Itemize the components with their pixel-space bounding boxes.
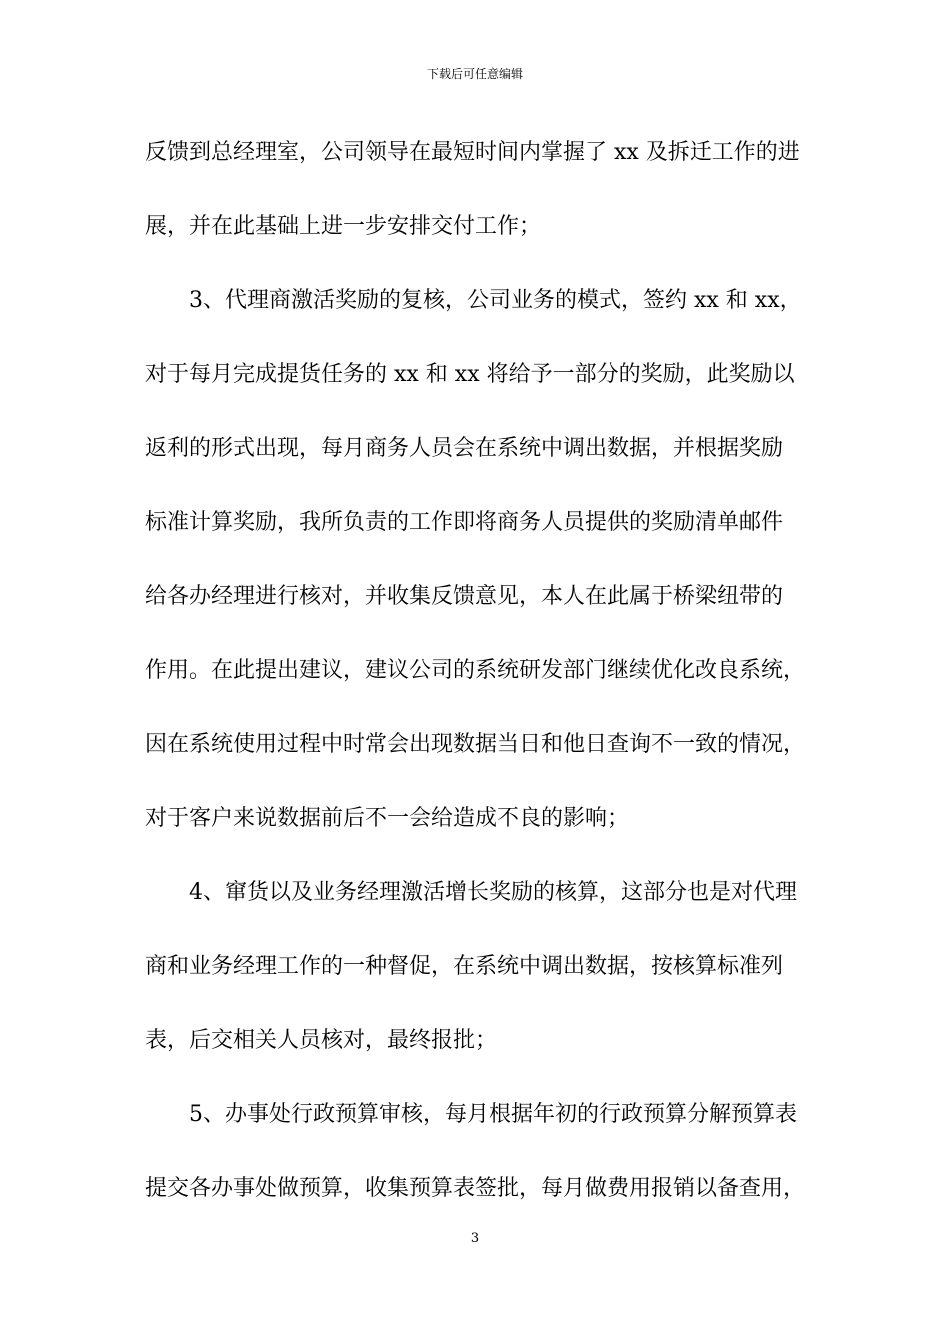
text-line: 对于客户来说数据前后不一会给造成不良的影响； [145, 806, 630, 831]
text-line: 对于每月完成提货任务的 xx 和 xx 将给予一部分的奖励，此奖励以 [145, 362, 795, 387]
text-line: 因在系统使用过程中时常会出现数据当日和他日查询不一致的情况， [145, 732, 806, 757]
page-header: 下载后可任意编辑 [426, 67, 523, 81]
text-line: 表，后交相关人员核对，最终报批； [145, 1028, 498, 1053]
text-line: 反馈到总经理室，公司领导在最短时间内掌握了 xx 及拆迁工作的进 [145, 140, 800, 165]
page-number: 3 [470, 1231, 480, 1246]
text-line: 4、窜货以及业务经理激活增长奖励的核算，这部分也是对代理 [145, 880, 797, 905]
text-line: 5、办事处行政预算审核，每月根据年初的行政预算分解预算表 [145, 1102, 797, 1127]
text-line: 作用。在此提出建议，建议公司的系统研发部门继续优化改良系统， [145, 658, 806, 683]
text-line: 返利的形式出现，每月商务人员会在系统中调出数据，并根据奖励 [145, 436, 784, 461]
text-line: 提交各办事处做预算，收集预算表签批，每月做费用报销以备查用， [145, 1176, 806, 1201]
text-line: 3、代理商激活奖励的复核，公司业务的模式，签约 xx 和 xx， [145, 288, 802, 313]
text-line: 展，并在此基础上进一步安排交付工作； [145, 214, 542, 239]
text-line: 标准计算奖励，我所负责的工作即将商务人员提供的奖励清单邮件 [145, 510, 784, 535]
text-line: 给各办经理进行核对，并收集反馈意见，本人在此属于桥梁纽带的 [145, 584, 784, 609]
text-line: 商和业务经理工作的一种督促，在系统中调出数据，按核算标准列 [145, 954, 784, 979]
